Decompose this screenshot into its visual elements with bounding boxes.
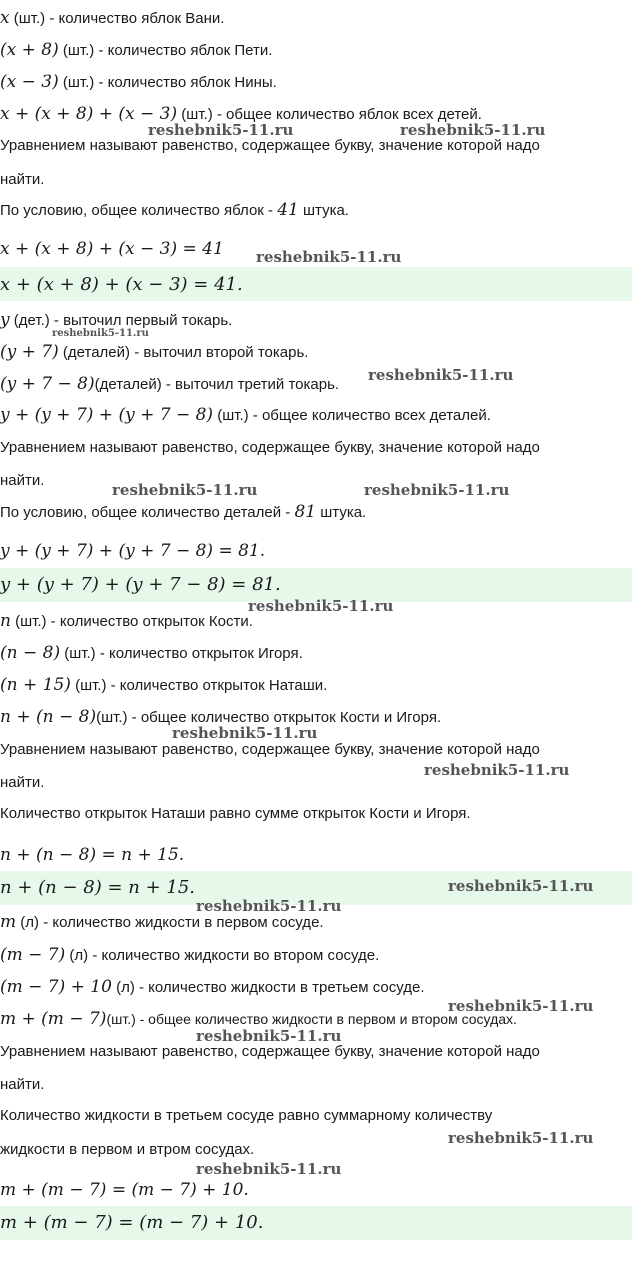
text-line: m (л) - количество жидкости в первом сосуде.	[0, 912, 324, 932]
text-line: n + (n − 8)(шт.) - общее количество открыток Кости и Игоря.	[0, 707, 442, 727]
watermark: reshebnik5-11.ru	[448, 1129, 594, 1147]
watermark: reshebnik5-11.ru	[196, 1160, 342, 1178]
text-line: Уравнением называют равенство, содержащее букву, значение которой надо	[0, 741, 540, 758]
text-line: x (шт.) - количество яблок Вани.	[0, 8, 225, 28]
text-line: Количество жидкости в третьем сосуде равно суммарному количеству	[0, 1107, 493, 1124]
watermark: reshebnik5-11.ru	[368, 366, 514, 384]
text-line: (y + 7) (деталей) - выточил второй токарь.	[0, 342, 309, 362]
text-line: (m − 7) (л) - количество жидкости во втором сосуде.	[0, 945, 380, 965]
equation-line: m + (m − 7) = (m − 7) + 10.	[0, 1180, 249, 1200]
text-line: По условию, общее количество деталей - 81 штука.	[0, 502, 367, 522]
watermark: reshebnik5-11.ru	[400, 121, 546, 139]
watermark: reshebnik5-11.ru	[364, 481, 510, 499]
watermark: reshebnik5-11.ru	[424, 761, 570, 779]
equation-line: n + (n − 8) = n + 15.	[0, 845, 185, 865]
text-line: жидкости в первом и втром сосудах.	[0, 1141, 255, 1158]
watermark: reshebnik5-11.ru	[248, 597, 394, 615]
text-line: x + (x + 8) + (x − 3) (шт.) - общее количество яблок всех детей.	[0, 104, 482, 124]
text-line: (x − 3) (шт.) - количество яблок Нины.	[0, 72, 277, 92]
watermark: reshebnik5-11.ru	[112, 481, 258, 499]
watermark: reshebnik5-11.ru	[448, 997, 594, 1015]
text-line: (n + 15) (шт.) - количество открыток Наташи.	[0, 675, 328, 695]
equation-line: x + (x + 8) + (x − 3) = 41	[0, 239, 224, 259]
equation-line: y + (y + 7) + (y + 7 − 8) = 81.	[0, 541, 266, 561]
watermark: reshebnik5-11.ru	[196, 897, 342, 915]
watermark: reshebnik5-11.ru	[52, 328, 149, 339]
text-line: m + (m − 7)(шт.) - общее количество жидкости в первом и втором сосудах.	[0, 1009, 517, 1029]
text-line: найти.	[0, 472, 45, 489]
text-line: (n − 8) (шт.) - количество открыток Игоря.	[0, 643, 303, 663]
text-line: y (дет.) - выточил первый токарь.	[0, 310, 233, 330]
watermark: reshebnik5-11.ru	[256, 248, 402, 266]
text-line: (m − 7) + 10 (л) - количество жидкости в третьем сосуде.	[0, 977, 425, 997]
answer-equation: y + (y + 7) + (y + 7 − 8) = 81.	[0, 574, 281, 595]
text-line: По условию, общее количество яблок - 41 штука.	[0, 200, 349, 220]
text-line: Количество открыток Наташи равно сумме открыток Кости и Игоря.	[0, 805, 471, 822]
text-line: найти.	[0, 171, 45, 188]
text-line: y + (y + 7) + (y + 7 − 8) (шт.) - общее количество всех деталей.	[0, 405, 491, 425]
text-line: (y + 7 − 8)(деталей) - выточил третий токарь.	[0, 374, 340, 394]
text-line: Уравнением называют равенство, содержащее букву, значение которой надо	[0, 1043, 540, 1060]
watermark: reshebnik5-11.ru	[448, 877, 594, 895]
watermark: reshebnik5-11.ru	[148, 121, 294, 139]
text-line: Уравнением называют равенство, содержащее букву, значение которой надо	[0, 137, 540, 154]
answer-equation: x + (x + 8) + (x − 3) = 41.	[0, 274, 243, 295]
text-line: (x + 8) (шт.) - количество яблок Пети.	[0, 40, 273, 60]
answer-equation: n + (n − 8) = n + 15.	[0, 877, 196, 898]
text-line: найти.	[0, 774, 45, 791]
watermark: reshebnik5-11.ru	[196, 1027, 342, 1045]
text-line: Уравнением называют равенство, содержащее букву, значение которой надо	[0, 439, 540, 456]
text-line: n (шт.) - количество открыток Кости.	[0, 611, 253, 631]
watermark: reshebnik5-11.ru	[172, 724, 318, 742]
answer-equation: m + (m − 7) = (m − 7) + 10.	[0, 1212, 264, 1233]
text-line: найти.	[0, 1076, 45, 1093]
